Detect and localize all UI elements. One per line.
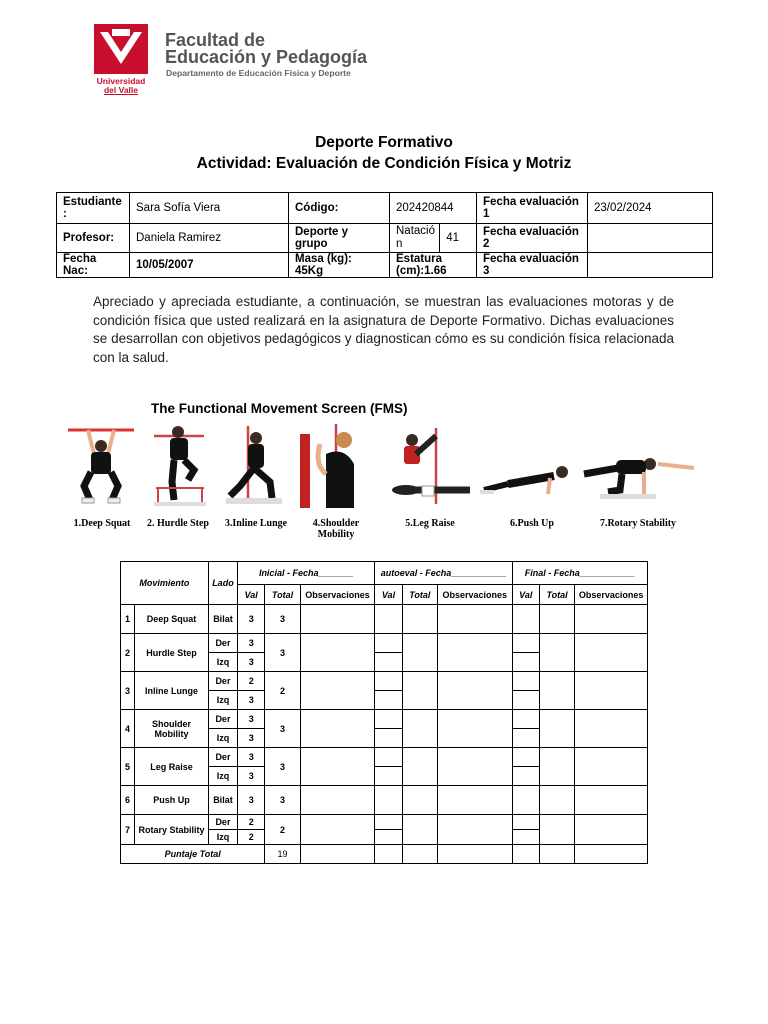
val-cell	[375, 845, 402, 864]
info-row	[57, 224, 713, 253]
val-cell: 3	[238, 691, 265, 710]
total-cell	[539, 815, 574, 845]
table-row	[121, 605, 648, 634]
val-cell	[512, 710, 539, 729]
side-cell: Izq	[208, 691, 237, 710]
faculty-name-line2: Educación y Pedagogía	[165, 47, 368, 67]
group-value: 41	[440, 224, 477, 253]
total-row	[121, 845, 648, 864]
self-eval-header: autoeval - Fecha___________	[375, 562, 512, 585]
val-cell	[375, 672, 402, 691]
observations-cell	[300, 710, 375, 748]
side-cell: Der	[208, 815, 237, 830]
total-label: Puntaje Total	[121, 845, 265, 864]
val-cell	[512, 830, 539, 845]
side-cell: Der	[208, 748, 237, 767]
total-cell	[402, 634, 437, 672]
total-cell: 2	[265, 815, 300, 845]
total-cell	[402, 672, 437, 710]
val-cell: 3	[238, 786, 265, 815]
info-row	[57, 253, 713, 278]
val-cell: 3	[238, 748, 265, 767]
university-line1: Universidad	[96, 76, 146, 86]
univalle-logo-icon	[94, 24, 148, 74]
exercise-caption: 7.Rotary Stability	[599, 518, 677, 529]
val-cell: 2	[238, 672, 265, 691]
movement-name: Hurdle Step	[135, 634, 209, 672]
val-cell	[512, 653, 539, 672]
observations-cell	[300, 672, 375, 710]
shoulder-mobility-figure-icon	[300, 424, 358, 508]
table-row	[121, 786, 648, 815]
observations-cell	[575, 634, 648, 672]
observations-cell	[300, 786, 375, 815]
total-cell	[539, 672, 574, 710]
movement-name: Inline Lunge	[135, 672, 209, 710]
side-cell: Bilat	[208, 786, 237, 815]
val-cell: 3	[238, 767, 265, 786]
val-cell	[512, 691, 539, 710]
side-cell: Izq	[208, 767, 237, 786]
table-row	[121, 815, 648, 830]
val-cell	[512, 748, 539, 767]
code-label: Código:	[289, 193, 390, 224]
movement-name: Deep Squat	[135, 605, 209, 634]
val-cell	[512, 815, 539, 830]
val-cell	[375, 786, 402, 815]
total-cell	[402, 815, 437, 845]
observations-cell	[300, 748, 375, 786]
row-number: 6	[121, 786, 135, 815]
observations-cell	[437, 710, 512, 748]
side-cell: Izq	[208, 830, 237, 845]
exercise-caption: 2. Hurdle Step	[147, 518, 209, 529]
val-cell	[512, 767, 539, 786]
birth-label: Fecha Nac:	[57, 253, 130, 278]
row-number: 7	[121, 815, 135, 845]
observations-cell	[575, 605, 648, 634]
push-up-figure-icon	[478, 424, 572, 508]
observations-cell	[437, 672, 512, 710]
mass-value: Masa (kg): 45Kg	[289, 253, 390, 278]
table-row	[121, 634, 648, 653]
val-cell	[512, 786, 539, 815]
val-cell: 3	[238, 634, 265, 653]
side-cell: Izq	[208, 653, 237, 672]
code-value: 202420844	[390, 193, 477, 224]
val-cell	[375, 830, 402, 845]
movement-name: Shoulder Mobility	[135, 710, 209, 748]
val-cell	[375, 653, 402, 672]
student-value: Sara Sofía Viera	[130, 193, 289, 224]
intro-paragraph: Apreciado y apreciada estudiante, a continuación, se muestran las evaluaciones motoras y de condición física que usted realizará en la asignatura de Deporte Formativo. Dichas evaluaciones se desarrollan con objetivos pedagógicos y diagnostican cómo es su condición física relacionada con la salud.	[93, 294, 674, 365]
fms-heading: The Functional Movement Screen (FMS)	[151, 401, 408, 416]
rotary-stability-figure-icon	[578, 424, 698, 508]
val-cell	[512, 729, 539, 748]
eval1-value: 23/02/2024	[588, 193, 713, 224]
info-row	[57, 193, 713, 224]
observations-cell	[575, 845, 648, 864]
row-number: 3	[121, 672, 135, 710]
total-cell	[539, 605, 574, 634]
hurdle-step-figure-icon	[150, 424, 210, 508]
total-cell: 3	[265, 748, 300, 786]
birth-value: 10/05/2007	[130, 253, 289, 278]
observations-cell	[437, 786, 512, 815]
header-row	[121, 562, 648, 585]
val-cell: 3	[238, 653, 265, 672]
movement-name: Leg Raise	[135, 748, 209, 786]
observations-cell	[300, 845, 375, 864]
val-cell	[512, 605, 539, 634]
val-cell	[375, 634, 402, 653]
observations-cell	[437, 748, 512, 786]
val-cell	[512, 634, 539, 653]
document-title: Deporte Formativo	[315, 134, 453, 151]
total-cell: 3	[265, 710, 300, 748]
total-cell: 3	[265, 605, 300, 634]
total-cell: 2	[265, 672, 300, 710]
table-row	[121, 672, 648, 691]
university-line2: del Valle	[103, 85, 139, 95]
observations-cell	[575, 748, 648, 786]
fms-score-table	[120, 561, 648, 864]
total-cell	[539, 710, 574, 748]
exercise-caption: 1.Deep Squat	[73, 518, 131, 529]
student-info-table	[56, 192, 713, 278]
side-cell: Bilat	[208, 605, 237, 634]
movement-name: Rotary Stability	[135, 815, 209, 845]
exercise-caption: 3.Inline Lunge	[224, 518, 288, 529]
total-header: Total	[402, 585, 437, 605]
document-subtitle: Actividad: Evaluación de Condición Física y Motriz	[196, 155, 572, 172]
val-cell	[375, 691, 402, 710]
inline-lunge-figure-icon	[224, 424, 284, 508]
row-number: 1	[121, 605, 135, 634]
total-cell	[402, 786, 437, 815]
deep-squat-figure-icon	[66, 424, 136, 508]
teacher-value: Daniela Ramirez	[130, 224, 289, 253]
department-name: Departamento de Educación Física y Deporte	[166, 68, 351, 78]
val-cell	[512, 672, 539, 691]
eval3-label: Fecha evaluación 3	[477, 253, 588, 278]
table-row	[121, 748, 648, 767]
eval2-value	[588, 224, 713, 253]
total-cell	[402, 710, 437, 748]
total-cell	[539, 786, 574, 815]
exercise-caption: 6.Push Up	[510, 518, 554, 529]
total-value: 19	[265, 845, 300, 864]
val-header: Val	[238, 585, 265, 605]
total-cell	[539, 748, 574, 786]
teacher-label: Profesor:	[57, 224, 130, 253]
observations-cell	[437, 634, 512, 672]
row-number: 5	[121, 748, 135, 786]
val-cell	[375, 605, 402, 634]
val-header: Val	[512, 585, 539, 605]
exercise-caption: 5.Leg Raise	[405, 518, 455, 529]
val-cell	[375, 815, 402, 830]
val-cell	[375, 767, 402, 786]
row-number: 4	[121, 710, 135, 748]
total-cell	[402, 605, 437, 634]
observations-cell	[437, 605, 512, 634]
total-cell: 3	[265, 634, 300, 672]
sport-label: Deporte y grupo	[289, 224, 390, 253]
total-cell: 3	[265, 786, 300, 815]
table-row	[121, 710, 648, 729]
observations-header: Observaciones	[575, 585, 648, 605]
initial-header: Inicial - Fecha_______	[238, 562, 375, 585]
total-cell	[539, 634, 574, 672]
height-value: Estatura (cm):1.66	[390, 253, 477, 278]
val-cell: 2	[238, 815, 265, 830]
side-header: Lado	[208, 562, 237, 605]
val-cell	[512, 845, 539, 864]
movement-name: Push Up	[135, 786, 209, 815]
eval3-value	[588, 253, 713, 278]
final-header: Final - Fecha___________	[512, 562, 647, 585]
val-header: Val	[375, 585, 402, 605]
faculty-name-line1: Facultad de	[165, 30, 266, 50]
total-cell	[402, 845, 437, 864]
total-header: Total	[539, 585, 574, 605]
val-cell: 3	[238, 605, 265, 634]
observations-cell	[575, 786, 648, 815]
val-cell	[375, 710, 402, 729]
leg-raise-figure-icon	[386, 424, 476, 508]
val-cell: 2	[238, 830, 265, 845]
val-cell: 3	[238, 710, 265, 729]
side-cell: Der	[208, 710, 237, 729]
eval2-label: Fecha evaluación 2	[477, 224, 588, 253]
val-cell	[375, 748, 402, 767]
observations-header: Observaciones	[437, 585, 512, 605]
observations-cell	[575, 815, 648, 845]
observations-cell	[437, 845, 512, 864]
observations-cell	[437, 815, 512, 845]
side-cell: Der	[208, 672, 237, 691]
sport-value: Natación	[390, 224, 440, 253]
total-cell	[402, 748, 437, 786]
observations-cell	[575, 672, 648, 710]
observations-cell	[300, 634, 375, 672]
eval1-label: Fecha evaluación 1	[477, 193, 588, 224]
observations-cell	[300, 605, 375, 634]
side-cell: Der	[208, 634, 237, 653]
total-cell	[539, 845, 574, 864]
observations-header: Observaciones	[300, 585, 375, 605]
row-number: 2	[121, 634, 135, 672]
val-cell: 3	[238, 729, 265, 748]
student-label: Estudiante :	[57, 193, 130, 224]
side-cell: Izq	[208, 729, 237, 748]
university-name	[86, 77, 156, 95]
exercise-caption: 4.Shoulder Mobility	[312, 518, 360, 540]
observations-cell	[575, 710, 648, 748]
val-cell	[375, 729, 402, 748]
observations-cell	[300, 815, 375, 845]
total-header: Total	[265, 585, 300, 605]
movement-header: Movimiento	[121, 562, 209, 605]
